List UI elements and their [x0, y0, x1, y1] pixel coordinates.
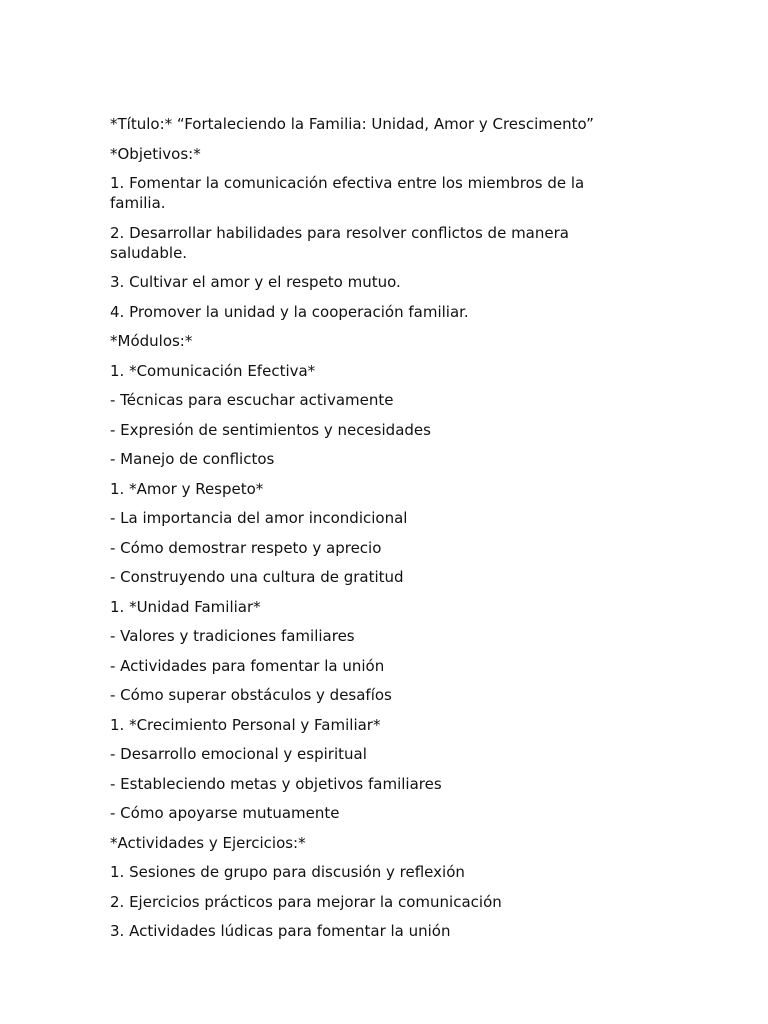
activities-heading: *Actividades y Ejercicios:* [110, 833, 306, 852]
module-item: - La importancia del amor incondicional [110, 509, 408, 527]
module-title: 1. *Crecimiento Personal y Familiar* [110, 715, 381, 734]
activity-item: 2. Ejercicios prácticos para mejorar la comunicación [110, 892, 502, 911]
module-item: - Construyendo una cultura de gratitud [110, 568, 404, 586]
objective-item: 4. Promover la unidad y la cooperación familiar. [110, 302, 469, 321]
module-item: - Actividades para fomentar la unión [110, 656, 385, 675]
module-item: - Cómo demostrar respeto y aprecio [110, 538, 382, 557]
module-item: - Desarrollo emocional y espiritual [110, 745, 367, 763]
module-item: - Expresión de sentimientos y necesidades [110, 420, 431, 439]
module-item: - Estableciendo metas y objetivos familiares [110, 774, 442, 793]
activity-item: 3. Actividades lúdicas para fomentar la unión [110, 922, 451, 940]
title-line: *Título:* “Fortaleciendo la Familia: Unidad, Amor y Crescimento” [110, 115, 594, 133]
module-item: - Cómo superar obstáculos y desafíos [110, 686, 392, 704]
module-title: 1. *Unidad Familiar* [110, 597, 261, 616]
objective-item: 2. Desarrollar habilidades para resolver conflictos de manera saludable. [110, 223, 569, 262]
objective-item: 1. Fomentar la comunicación efectiva entre los miembros de la familia. [110, 174, 585, 212]
module-title: 1. *Comunicación Efectiva* [110, 361, 316, 380]
module-item: - Cómo apoyarse mutuamente [110, 804, 340, 822]
module-item: - Manejo de conflictos [110, 450, 275, 468]
module-title: 1. *Amor y Respeto* [110, 479, 264, 498]
module-item: - Técnicas para escuchar activamente [110, 391, 394, 409]
document-page [110, 114, 630, 951]
objective-item: 3. Cultivar el amor y el respeto mutuo. [110, 273, 401, 291]
module-item: - Valores y tradiciones familiares [110, 627, 355, 645]
activity-item: 1. Sesiones de grupo para discusión y reflexión [110, 863, 465, 881]
modules-heading: *Módulos:* [110, 332, 193, 350]
objectives-heading: *Objetivos:* [110, 144, 201, 163]
